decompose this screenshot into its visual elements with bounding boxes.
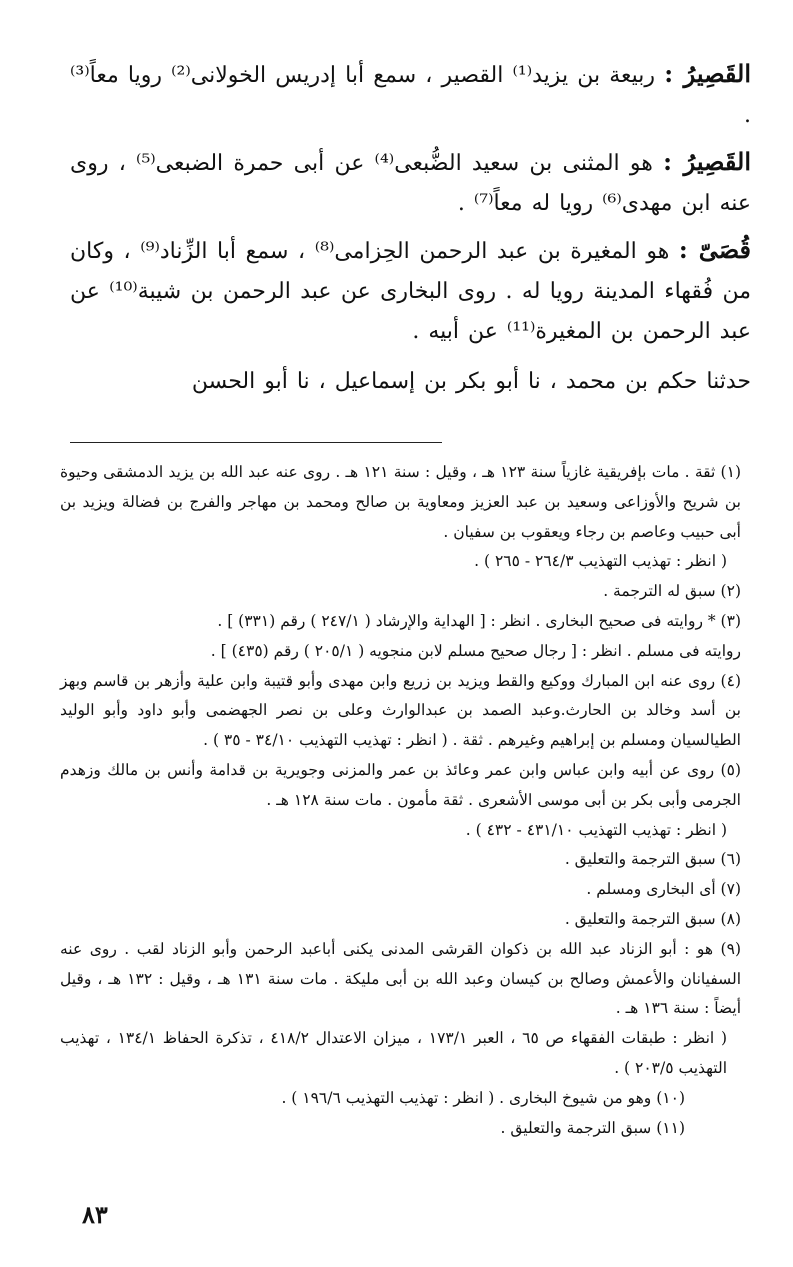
entry-paragraph [70, 142, 751, 224]
main-text [70, 54, 751, 408]
footnote-line: (٨) سبق الترجمة والتعليق . [564, 909, 741, 928]
page-number: ٨٣ [82, 1200, 108, 1229]
footnotes [60, 458, 741, 1143]
isnad-text: حدثنا حكم بن محمد ، نا أبو بكر بن إسماعيل ، نا أبو الحسن [191, 369, 751, 394]
footnote-divider [70, 442, 442, 443]
footnote-line: (١) ثقة . مات بإفريقية غازياً سنة ١٢٣ هـ ، وقيل : سنة ١٢١ هـ . روى عنه عبد الله بن يزيد الدمشقى وحيوة بن شريح والأوزاعى وسعيد بن عبد العزيز ومعاوية بن صالح ومحمد بن مهاجر والفرج بن فضالة ويزيد بن أبى حبيب وعاصم بن رجاء ويعقوب بن سفيان . [60, 463, 741, 541]
footnote-line: (٦) سبق الترجمة والتعليق . [564, 850, 741, 869]
entry-body: هو المغيرة بن عبد الرحمن الحِزامى⁽⁸⁾ ، سمع أبا الزِّناد⁽⁹⁾ ، وكان من فُقهاء المدينة رويا له . روى البخارى عن عبد الرحمن بن شيبة⁽¹⁰⁾ عن عبد الرحمن بن المغيرة⁽¹¹⁾ عن أبيه . [70, 239, 751, 344]
footnote-line: ( انظر : تهذيب التهذيب ٢٦٤/٣ - ٢٦٥ ) . [474, 552, 727, 571]
footnote-line: (٧) أى البخارى ومسلم . [586, 880, 741, 899]
entry-body: هو المثنى بن سعيد الضُّبعى⁽⁴⁾ عن أبى حمرة الضبعى⁽⁵⁾ ، روى عنه ابن مهدى⁽⁶⁾ رويا له معاً⁽⁷⁾ . [70, 151, 751, 216]
entry-body: ربيعة بن يزيد⁽¹⁾ القصير ، سمع أبا إدريس الخولانى⁽²⁾ رويا معاً⁽³⁾ . [70, 63, 751, 128]
entry-heading: القَصِيرُ : [664, 59, 751, 88]
footnote-line: ( انظر : تهذيب التهذيب ٤٣١/١٠ - ٤٣٢ ) . [465, 820, 727, 839]
entry-paragraph [70, 230, 751, 352]
footnote-line: (٣) * روايته فى صحيح البخارى . انظر : [ الهداية والإرشاد ( ٢٤٧/١ ) رقم (٣٣١) ] . [217, 611, 741, 630]
footnote-line: (١٠) وهو من شيوخ البخارى . ( انظر : تهذيب التهذيب ١٩٦/٦ ) . [281, 1088, 685, 1107]
footnote-line: (٥) روى عن أبيه وابن عباس وابن عمر وعائذ بن عمر والمزنى وجويرية بن قدامة وأنس بن مالك وزهدم الجرمى وأبى بكر بن أبى موسى الأشعرى . ثقة مأمون . مات سنة ١٢٨ هـ . [60, 760, 741, 809]
footnote-line: روايته فى مسلم . انظر : [ رجال صحيح مسلم لابن منجويه ( ٢٠٥/١ ) رقم (٤٣٥) ] . [210, 641, 741, 660]
entry-paragraph [70, 54, 751, 136]
footnote-line: (٢) سبق له الترجمة . [603, 582, 741, 601]
footnote-line: (٤) روى عنه ابن المبارك ووكيع والقط ويزيد بن زريع وابن مهدى وأبو قتيبة وابن علية وأزهر بن قاسم وبهز بن أسد وخالد بن الحارث.وعبد الصمد بن عبدالوارث وعلى بن نصر الجهضمى وأبو داود وأبو الوليد الطيالسيان ومسلم بن إبراهيم وغيرهم . ثقة . ( انظر : تهذيب التهذيب ٣٤/١٠ - ٣٥ ) . [60, 671, 741, 750]
entry-heading: القَصِيرُ : [663, 147, 751, 176]
footnote-line: ( انظر : طبقات الفقهاء ص ٦٥ ، العبر ١٧٣/١ ، ميزان الاعتدال ٤١٨/٢ ، تذكرة الحفاظ ١٣٤/١ ، تهذيب التهذيب ٢٠٣/٥ ) . [60, 1029, 727, 1077]
footnote-line: (٩) هو : أبو الزناد عبد الله بن ذكوان القرشى المدنى يكنى أباعبد الرحمن وأبو الزناد لقب . روى عنه السفيانان والأعمش وصالح بن كيسان وعبد الله بن أبى مليكة . مات سنة ١٣١ هـ ، وقيل : ١٣٢ هـ ، وقيل أيضاً : سنة ١٣٦ هـ . [60, 939, 742, 1018]
isnad-paragraph [70, 362, 751, 402]
entry-heading: قُصَىّ : [678, 235, 751, 264]
footnote-line: (١١) سبق الترجمة والتعليق . [500, 1118, 685, 1137]
